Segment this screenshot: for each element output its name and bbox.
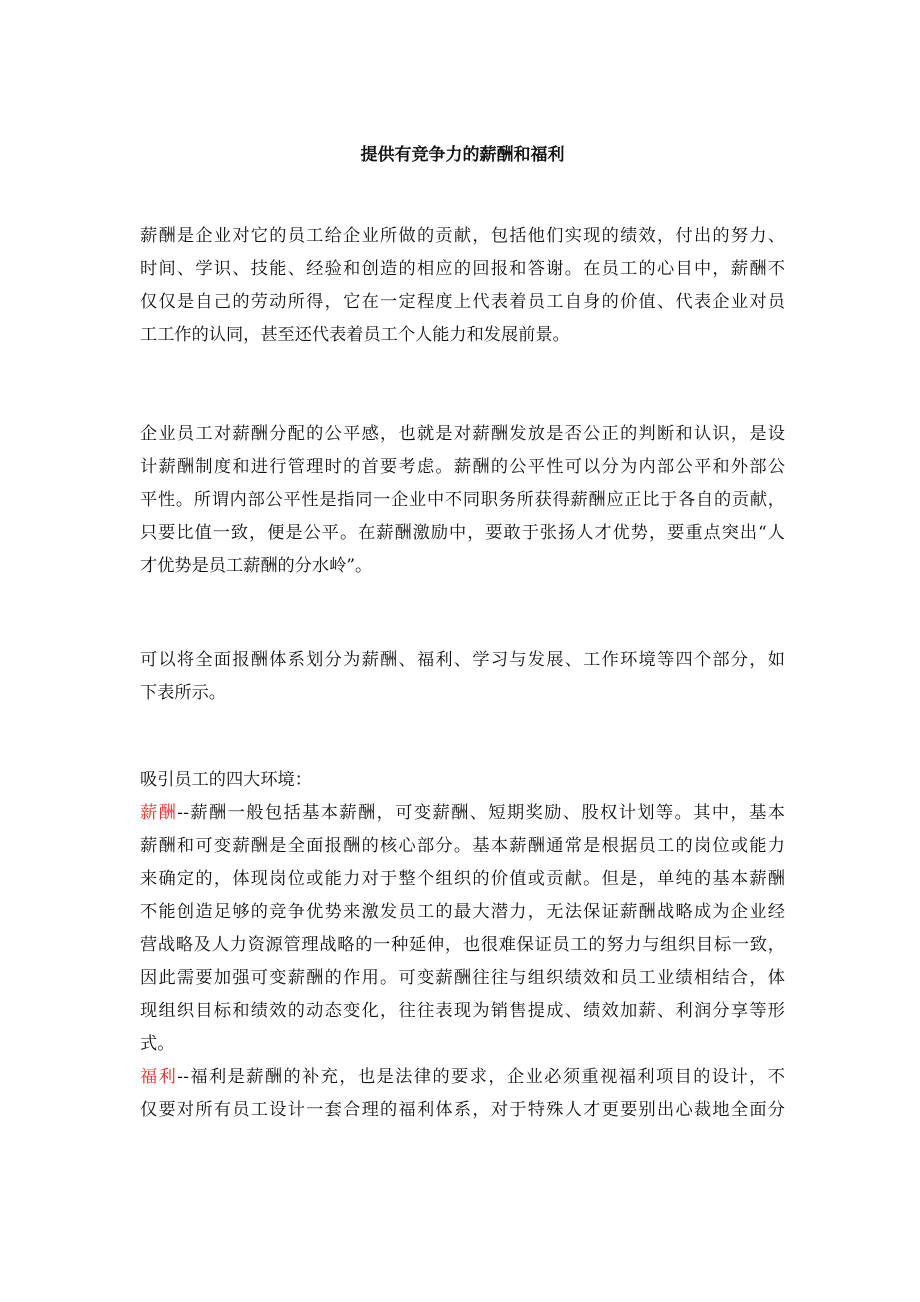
text-line: 计薪酬制度和进行管理时的首要考虑。薪酬的公平性可以分为内部公平和外部公	[140, 457, 785, 477]
text-line: 因此需要加强可变薪酬的作用。可变薪酬往往与组织绩效和员工业绩相结合，体	[140, 968, 785, 988]
text-line: 仅要对所有员工设计一套合理的福利体系，对于特殊人才更要别出心裁地全面分	[140, 1100, 785, 1120]
text-line: 薪酬是企业对它的员工给企业所做的贡献，包括他们实现的绩效，付出的努力、	[140, 226, 785, 246]
text-line: 企业员工对薪酬分配的公平感，也就是对薪酬发放是否公正的判断和认识，是设	[140, 424, 785, 444]
text-line: 营战略及人力资源管理战略的一种延伸，也很难保证员工的努力与组织目标一致，	[140, 935, 785, 955]
text-line: 可以将全面报酬体系划分为薪酬、福利、学习与发展、工作环境等四个部分，如	[140, 650, 785, 670]
term-salary: 薪酬	[140, 803, 178, 823]
text-line: 来确定的，体现岗位或能力对于整个组织的价值或贡献。但是，单纯的基本薪酬	[140, 869, 785, 889]
text-line: 平性。所谓内部公平性是指同一企业中不同职务所获得薪酬应正比于各自的贡献，	[140, 490, 785, 510]
paragraph-1	[140, 220, 785, 352]
text-line: 薪酬和可变薪酬是全面报酬的核心部分。基本薪酬通常是根据员工的岗位或能力	[140, 836, 785, 856]
item-benefits-first-line	[140, 1061, 785, 1094]
text-line: 下表所示。	[140, 683, 226, 703]
item-salary-text: --薪酬一般包括基本薪酬，可变薪酬、短期奖励、股权计划等。其中，基本	[177, 803, 785, 823]
text-line: 只要比值一致，便是公平。在薪酬激励中，要敢于张扬人才优势，要重点突出“人	[140, 523, 785, 543]
item-salary-first-line	[140, 797, 785, 830]
term-benefits: 福利	[140, 1067, 178, 1087]
text-line: 不能创造足够的竞争优势来激发员工的最大潜力，无法保证薪酬战略成为企业经	[140, 902, 785, 922]
text-line: 现组织目标和绩效的动态变化，往往表现为销售提成、绩效加薪、利润分享等形	[140, 1001, 785, 1021]
text-line: 仅仅是自己的劳动所得，它在一定程度上代表着员工自身的价值、代表企业对员	[140, 292, 785, 312]
item-benefits-text: --福利是薪酬的补充，也是法律的要求，企业必须重视福利项目的设计，不	[177, 1067, 785, 1087]
section-four-environments	[140, 764, 785, 1127]
text-line: 工工作的认同，甚至还代表着员工个人能力和发展前景。	[140, 325, 570, 345]
text-line: 时间、学识、技能、经验和创造的相应的回报和答谢。在员工的心目中，薪酬不	[140, 259, 785, 279]
section-heading: 吸引员工的四大环境：	[140, 770, 312, 790]
paragraph-3	[140, 644, 785, 710]
paragraph-2	[140, 418, 785, 583]
document-title: 提供有竞争力的薪酬和福利	[360, 145, 565, 165]
text-line: 式。	[140, 1034, 175, 1054]
text-line: 才优势是员工薪酬的分水岭”。	[140, 556, 373, 576]
